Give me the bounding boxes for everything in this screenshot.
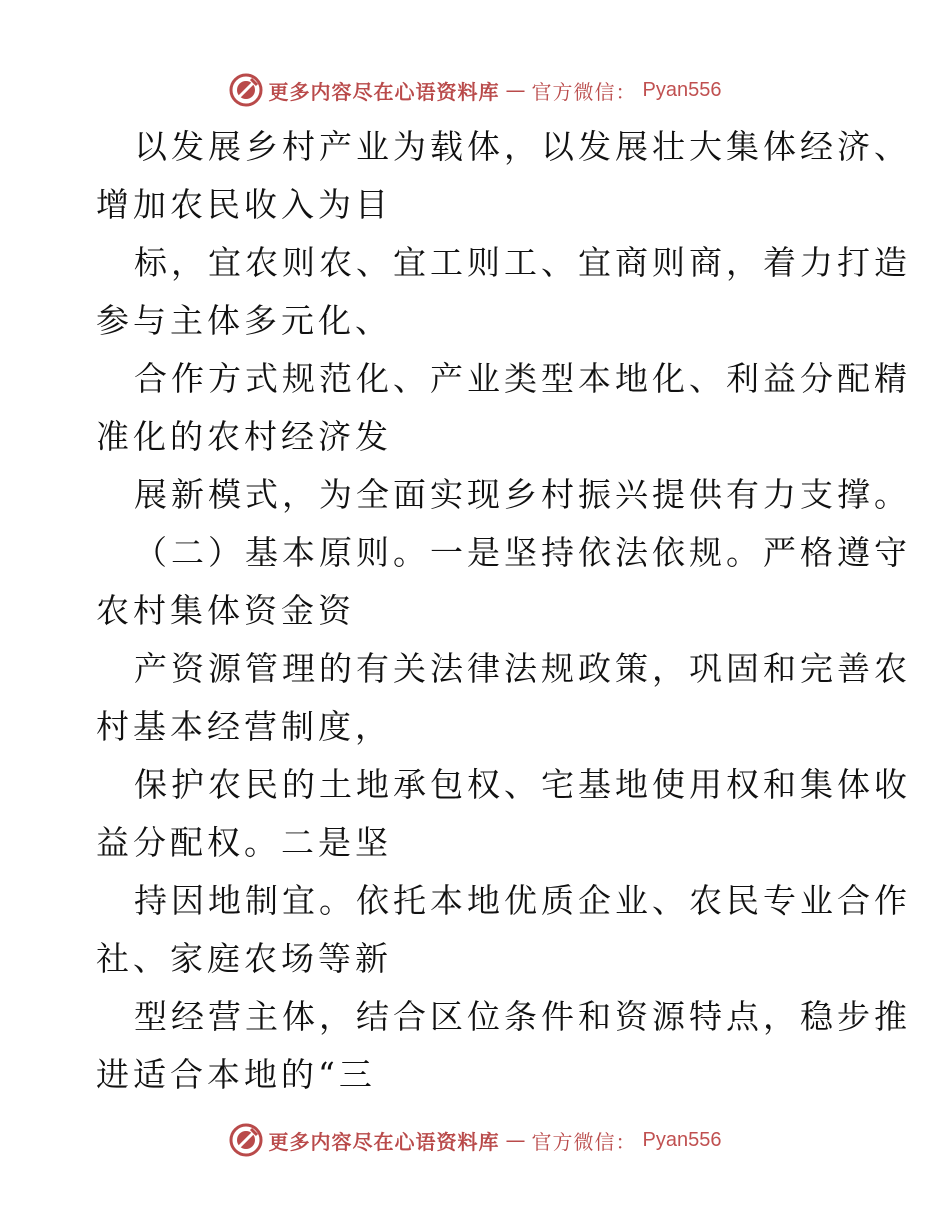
text-line: 标，宜农则农、宜工则工、宜商则商，着力打造 [134, 243, 911, 282]
text-line: 益分配权。二是坚 [96, 823, 392, 862]
text-line: 村基本经营制度， [96, 707, 392, 746]
text-line: 持因地制宜。依托本地优质企业、农民专业合作 [134, 881, 911, 920]
banner-wechat-id: Pyan556 [642, 78, 722, 101]
text-line: 社、家庭农场等新 [96, 939, 392, 978]
text-line: 增加农民收入为目 [96, 185, 392, 224]
text-line: 合作方式规范化、产业类型本地化、利益分配精 [134, 359, 911, 398]
text-line: 保护农民的土地承包权、宅基地使用权和集体收 [134, 765, 911, 804]
banner-wechat-label: 官方微信： [531, 79, 637, 104]
banner-text: 更多内容尽在心语资料库 [268, 1129, 500, 1154]
header-watermark-banner [0, 70, 950, 110]
text-line: 准化的农村经济发 [96, 417, 392, 456]
text-line: （二）基本原则。一是坚持依法依规。严格遵守 [134, 533, 911, 572]
document-body [96, 118, 911, 1104]
text-line: 以发展乡村产业为载体，以发展壮大集体经济、 [134, 127, 911, 166]
seal-logo-icon [229, 73, 263, 107]
text-line: 进适合本地的“三 [96, 1055, 376, 1094]
text-line: 产资源管理的有关法律法规政策，巩固和完善农 [134, 649, 911, 688]
text-line: 型经营主体，结合区位条件和资源特点，稳步推 [134, 997, 911, 1036]
text-line: 展新模式，为全面实现乡村振兴提供有力支撑。 [134, 475, 911, 514]
banner-separator: — [505, 78, 526, 102]
footer-watermark-banner [0, 1120, 950, 1160]
banner-text: 更多内容尽在心语资料库 [268, 79, 500, 104]
banner-separator: — [505, 1128, 526, 1152]
banner-wechat-id: Pyan556 [642, 1128, 722, 1151]
text-line: 农村集体资金资 [96, 591, 355, 630]
seal-logo-icon [229, 1123, 263, 1157]
text-line: 参与主体多元化、 [96, 301, 392, 340]
banner-wechat-label: 官方微信： [531, 1129, 637, 1154]
